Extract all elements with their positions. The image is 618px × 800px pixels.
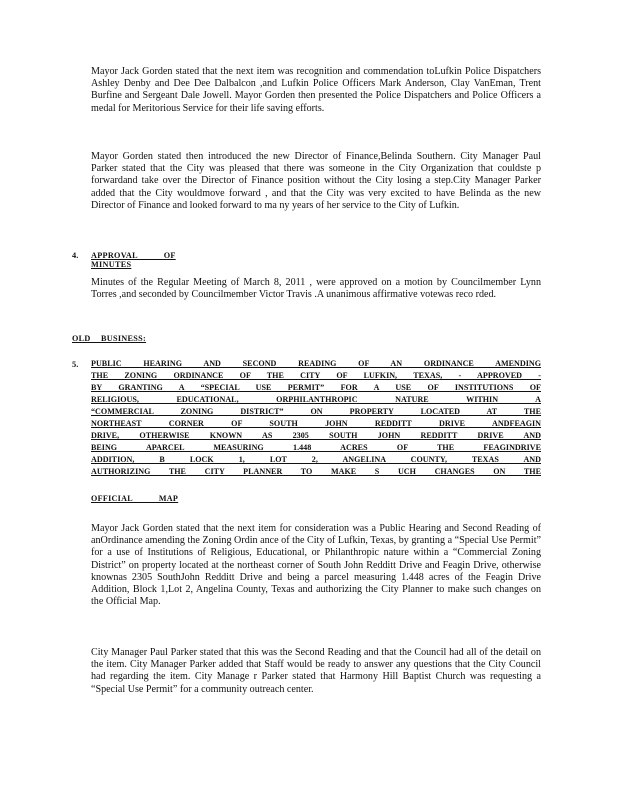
item5-heading-line: “COMMERCIAL ZONING DISTRICT” ON PROPERTY LOCATED AT THE — [91, 407, 541, 416]
recognition-paragraph: Mayor Jack Gorden stated that the next item was recognition and commendation toLufkin Police Dispatchers Ashley Denby and Dee Dee Dalbalcon ,and Lufkin Police Officers Mark Anderson, Clay VanEman, Trent Burfine and Sergeant Dale Jowell. Mayor Gorden then presented the Police Dispatchers and Police Officers a medal for Meritorious Service for their life saving efforts. — [91, 66, 541, 114]
item5-ordinance-heading — [91, 358, 541, 478]
item5-heading-line: PUBLIC HEARING AND SECOND READING OF AN ORDINANCE AMENDING — [91, 359, 541, 368]
item5-heading-line: THE ZONING ORDINANCE OF THE CITY OF LUFKIN, TEXAS, - APPROVED - — [91, 371, 541, 380]
minutes-paragraph: Minutes of the Regular Meeting of March 8, 2011 , were approved on a motion by Councilmember Lynn Torres ,and seconded by Councilmember Victor Travis .A unanimous affirmative votewas reco rded. — [91, 277, 541, 301]
item5-heading-line: BY GRANTING A “SPECIAL USE PERMIT” FOR A USE OF INSTITUTIONS OF — [91, 383, 541, 392]
item5-heading-last-line: OFFICIAL MAP — [91, 494, 179, 503]
ordinance-description-paragraph: Mayor Jack Gorden stated that the next item for consideration was a Public Hearing and Second Reading of anOrdinance amending the Zoning Ordin ance of the City of Lufkin, Texas, by granting a “Special Use Permit” for a use of Institutions of Religious, Educational, or Philanthropic nature within a “Commercial Zoning District” on property located at the northeast corner of South John Redditt Drive and Feagin Drive, otherwise knownas 2305 SouthJohn Redditt Drive and being a parcel measuring 1.448 acres of the Feagin Drive Addition, Block 1,Lot 2, Angelina County, Texas and authorizing the City Planner to make such changes on the Official Map. — [91, 523, 541, 608]
item5-heading-line: ADDITION, B LOCK 1, LOT 2, ANGELINA COUNTY, TEXAS AND — [91, 455, 541, 464]
old-business-heading: OLD BUSINESS: — [72, 334, 147, 343]
approval-of-minutes-heading: APPROVAL OF MINUTES — [91, 251, 176, 269]
item-number-5: 5. — [72, 360, 79, 369]
item5-heading-line: DRIVE, OTHERWISE KNOWN AS 2305 SOUTH JOHN REDDITT DRIVE AND — [91, 431, 541, 440]
item-number-4: 4. — [72, 251, 79, 260]
city-manager-paragraph: City Manager Paul Parker stated that this was the Second Reading and that the Council had all of the detail on the item. City Manager Parker added that Staff would be ready to answer any questions that the City Council had regarding the item. City Manage r Parker stated that Harmony Hill Baptist Church was requesting a “Special Use Permit” for a community outreach center. — [91, 647, 541, 695]
item5-heading-line: RELIGIOUS, EDUCATIONAL, ORPHILANTHROPIC NATURE WITHIN A — [91, 395, 541, 404]
finance-director-paragraph: Mayor Gorden stated then introduced the new Director of Finance,Belinda Southern. City Manager Paul Parker stated that the City was pleased that there was someone in the City Organization that couldste p forwardand take over the Director of Finance position without the City losing a step.City Manager Parker added that the City wouldmove forward , and that the City was very excited to have Belinda as the new Director of Finance and looked forward to ma ny years of her service to the City of Lufkin. — [91, 151, 541, 211]
item5-heading-line: BEING APARCEL MEASURING 1.448 ACRES OF THE FEAGINDRIVE — [91, 443, 541, 452]
item5-heading-line: NORTHEAST CORNER OF SOUTH JOHN REDDITT DRIVE ANDFEAGIN — [91, 419, 541, 428]
item5-heading-line: AUTHORIZING THE CITY PLANNER TO MAKE S UCH CHANGES ON THE — [91, 467, 541, 476]
